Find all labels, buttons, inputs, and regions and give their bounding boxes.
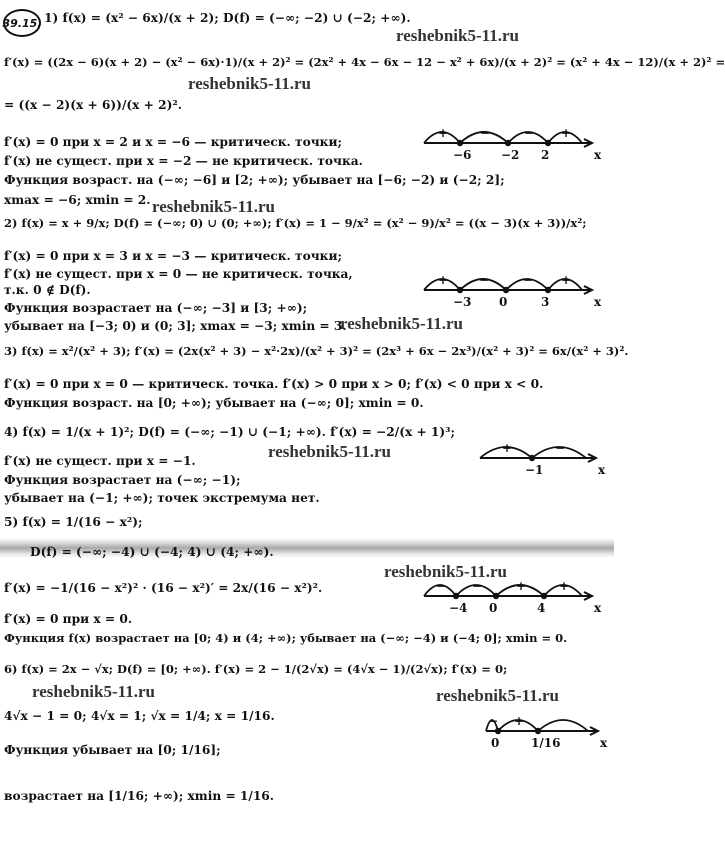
point-label: −1 <box>525 463 544 477</box>
sign-label: − <box>523 273 534 287</box>
p2-head: 2) f(x) = x + 9/x; D(f) = (−∞; 0) ∪ (0; +∞); f′(x) = 1 − 9/x² = (x² − 9)/x² = ((x − 3)(x + 3))/x²; <box>4 216 587 230</box>
sign-label: − <box>479 273 490 287</box>
axis-var-label: x <box>594 601 602 615</box>
p6-dec: Функция убывает на [0; 1/16]; <box>4 743 221 757</box>
watermark: reshebnik5-11.ru <box>396 26 519 45</box>
critical-point-dot <box>495 728 501 734</box>
p2-mono: Функция возрастает на (−∞; −3] и [3; +∞); <box>4 301 308 315</box>
problem-number: 39.15. <box>2 16 42 30</box>
sign-label: − <box>555 441 566 455</box>
watermark: reshebnik5-11.ru <box>268 442 391 461</box>
p5-domain: D(f) = (−∞; −4) ∪ (−4; 4) ∪ (4; +∞). <box>30 545 274 559</box>
p6-solve: 4√x − 1 = 0; 4√x = 1; √x = 1/4; x = 1/16. <box>4 709 275 723</box>
point-label: 0 <box>491 736 500 750</box>
p1-mono: Функция возраст. на (−∞; −6] и [2; +∞); убывает на [−6; −2) и (−2; 2]; <box>4 173 505 187</box>
sign-label: − <box>472 579 483 593</box>
sign-label: + <box>438 126 449 140</box>
p4-mono: Функция возрастает на (−∞; −1); <box>4 473 241 487</box>
sign-label: + <box>561 273 572 287</box>
sign-label: − <box>480 126 491 140</box>
sign-arc <box>538 720 588 731</box>
critical-point-dot <box>535 728 541 734</box>
p1-crit: f′(x) = 0 при x = 2 и x = −6 — критическ. точки; <box>4 135 342 149</box>
sign-label: + <box>559 579 570 593</box>
sign-label: + <box>502 441 513 455</box>
point-label: 3 <box>541 295 550 309</box>
sign-label: + <box>438 273 449 287</box>
sign-label: − <box>436 579 447 593</box>
sign-label: − <box>524 126 535 140</box>
watermark: reshebnik5-11.ru <box>384 562 507 581</box>
critical-point-dot <box>545 140 551 146</box>
point-label: 2 <box>541 148 550 162</box>
watermark: reshebnik5-11.ru <box>32 682 155 701</box>
point-label: 1/16 <box>531 736 561 750</box>
p3-head: 3) f(x) = x²/(x² + 3); f′(x) = (2x(x² + 3) − x²·2x)/(x² + 3)² = (2x³ + 6x − 2x³)/(x² + 3)² = 6x/(x² + 3)². <box>4 344 629 358</box>
watermark: reshebnik5-11.ru <box>436 686 559 705</box>
sign-label: + <box>514 714 525 728</box>
critical-point-dot <box>503 287 509 293</box>
axis-var-label: x <box>594 148 602 162</box>
point-label: 0 <box>499 295 508 309</box>
critical-point-dot <box>457 287 463 293</box>
p5-head: 5) f(x) = 1/(16 − x²); <box>4 515 143 529</box>
critical-point-dot <box>493 593 499 599</box>
p5-crit: f′(x) = 0 при x = 0. <box>4 612 133 626</box>
point-label: 0 <box>489 601 498 615</box>
p2-crit: f′(x) = 0 при x = 3 и x = −3 — критическ. точки; <box>4 249 342 263</box>
p4-head: 4) f(x) = 1/(x + 1)²; D(f) = (−∞; −1) ∪ (−1; +∞). f′(x) = −2/(x + 1)³; <box>4 425 456 439</box>
sign-label: + <box>516 579 527 593</box>
p4-notexist: f′(x) не сущест. при x = −1. <box>4 454 196 468</box>
axis-var-label: x <box>594 295 602 309</box>
point-label: 4 <box>537 601 546 615</box>
p1-deriv-b: = ((x − 2)(x + 6))/(x + 2)². <box>4 98 182 112</box>
p5-mono: Функция f(x) возрастает на [0; 4) и (4; +∞); убывает на (−∞; −4) и (−4; 0]; xmin = 0. <box>4 631 568 645</box>
p3-crit: f′(x) = 0 при x = 0 — критическ. точка. f′(x) > 0 при x > 0; f′(x) < 0 при x < 0. <box>4 377 544 391</box>
axis-var-label: x <box>600 736 608 750</box>
p1-notexist: f′(x) не сущест. при x = −2 — не критическ. точка. <box>4 154 363 168</box>
critical-point-dot <box>505 140 511 146</box>
point-label: −6 <box>453 148 472 162</box>
p2-notexist: f′(x) не сущест. при x = 0 — не критическ. точка, <box>4 267 353 281</box>
p1-head: 1) f(x) = (x² − 6x)/(x + 2); D(f) = (−∞; −2) ∪ (−2; +∞). <box>44 11 411 25</box>
watermark: reshebnik5-11.ru <box>188 74 311 93</box>
p1-deriv-a: f′(x) = ((2x − 6)(x + 2) − (x² − 6x)·1)/(x + 2)² = (2x² + 4x − 6x − 12 − x² + 6x)/(x + 2)² = (x² + 4x − 12)/(x + 2)² = <box>4 55 725 69</box>
p6-head: 6) f(x) = 2x − √x; D(f) = [0; +∞). f′(x) = 2 − 1/(2√x) = (4√x − 1)/(2√x); f′(x) = 0; <box>4 662 508 676</box>
point-label: −3 <box>453 295 472 309</box>
critical-point-dot <box>453 593 459 599</box>
p2-since: т.к. 0 ∉ D(f). <box>4 283 91 297</box>
watermark: reshebnik5-11.ru <box>152 197 275 216</box>
critical-point-dot <box>457 140 463 146</box>
axis-var-label: x <box>598 463 606 477</box>
critical-point-dot <box>529 455 535 461</box>
p6-inc: возрастает на [1/16; +∞); xmin = 1/16. <box>4 789 275 803</box>
point-label: −2 <box>501 148 520 162</box>
p4-dec: убывает на (−1; +∞); точек экстремума нет. <box>4 491 320 505</box>
sign-label: + <box>561 126 572 140</box>
point-label: −4 <box>449 601 468 615</box>
p2-dec: убывает на [−3; 0) и (0; 3]; xmax = −3; xmin = 3. <box>4 319 347 333</box>
p5-deriv: f′(x) = −1/(16 − x²)² · (16 − x²)′ = 2x/(16 − x²)². <box>4 581 323 595</box>
watermark: reshebnik5-11.ru <box>340 314 463 333</box>
sign-label: − <box>488 714 499 728</box>
p3-mono: Функция возраст. на [0; +∞); убывает на (−∞; 0]; xmin = 0. <box>4 396 424 410</box>
critical-point-dot <box>545 287 551 293</box>
critical-point-dot <box>541 593 547 599</box>
p1-extr: xmax = −6; xmin = 2. <box>4 193 151 207</box>
